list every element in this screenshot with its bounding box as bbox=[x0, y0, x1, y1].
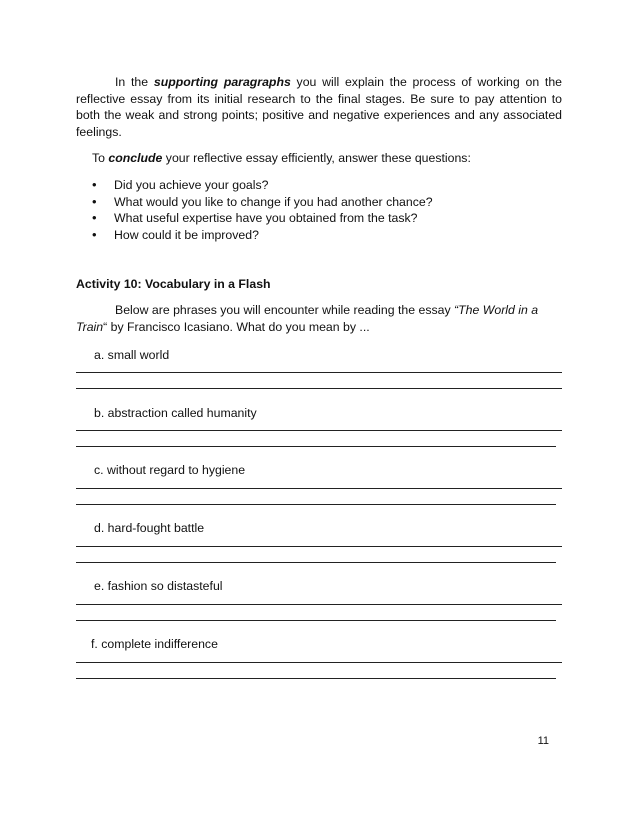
answer-line[interactable] bbox=[76, 562, 556, 563]
vocab-item-label: b. abstraction called humanity bbox=[94, 406, 257, 420]
vocab-item bbox=[76, 405, 562, 421]
vocab-item-label: c. without regard to hygiene bbox=[94, 463, 246, 477]
p1-bold-term: supporting paragraphs bbox=[153, 75, 291, 89]
vocab-item bbox=[76, 578, 562, 594]
p1-text-end: you will explain the process of working on the reflective essay from its initial research to the final stages. Be sure to pay attention to both the weak and strong points; positive and negative experiences and any associated feelings. bbox=[76, 75, 563, 139]
question-list bbox=[76, 177, 562, 243]
conclude-text bbox=[76, 150, 562, 167]
vocab-item bbox=[76, 462, 562, 478]
activity-heading: Activity 10: Vocabulary in a Flash bbox=[76, 277, 271, 291]
vocab-item-label: f. complete indifference bbox=[91, 637, 218, 651]
answer-line[interactable] bbox=[76, 546, 562, 547]
answer-line[interactable] bbox=[76, 662, 562, 663]
vocab-item bbox=[76, 636, 562, 652]
p2-text-start: To bbox=[92, 151, 109, 165]
vocab-item-label: a. small world bbox=[94, 348, 170, 362]
answer-line[interactable] bbox=[76, 504, 556, 505]
question-item: • Did you achieve your goals? bbox=[76, 177, 562, 194]
question-item: • What useful expertise have you obtained from the task? bbox=[76, 210, 562, 227]
vocab-item-label: d. hard-fought battle bbox=[94, 521, 205, 535]
page-number: 11 bbox=[537, 735, 549, 747]
supporting-paragraphs-text bbox=[76, 74, 562, 140]
activity-instructions bbox=[76, 302, 562, 335]
answer-line[interactable] bbox=[76, 372, 562, 373]
answer-line[interactable] bbox=[76, 488, 562, 489]
vocab-item bbox=[76, 520, 562, 536]
p1-text-start: In the bbox=[115, 75, 154, 89]
question-item: • What would you like to change if you had another chance? bbox=[76, 194, 562, 211]
instr-text-end: “ by Francisco Icasiano. What do you mean by ... bbox=[103, 319, 370, 334]
answer-line[interactable] bbox=[76, 388, 562, 389]
instr-text-start: Below are phrases you will encounter while reading the essay bbox=[115, 303, 455, 317]
vocab-item bbox=[76, 347, 562, 363]
answer-line[interactable] bbox=[76, 620, 556, 621]
p2-bold-term: conclude bbox=[108, 151, 163, 165]
p2-text-end: your reflective essay efficiently, answer these questions: bbox=[162, 151, 471, 165]
question-item: • How could it be improved? bbox=[76, 227, 562, 244]
essay-title: “The World in a Train bbox=[76, 303, 539, 334]
answer-line[interactable] bbox=[76, 604, 562, 605]
vocab-item-label: e. fashion so distasteful bbox=[94, 579, 223, 593]
answer-line[interactable] bbox=[76, 678, 556, 679]
answer-line[interactable] bbox=[76, 446, 556, 447]
answer-line[interactable] bbox=[76, 430, 562, 431]
